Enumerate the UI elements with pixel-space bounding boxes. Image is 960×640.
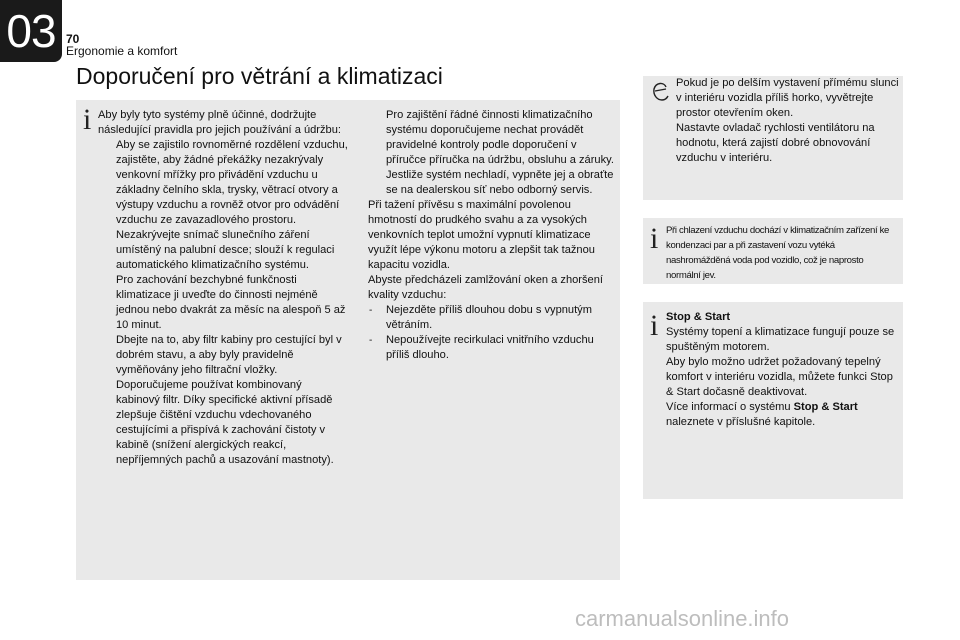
list-item <box>98 273 348 333</box>
fogging-text: Abyste předcházeli zamlžování oken a zhoršení kvality vzduchu: <box>368 274 603 301</box>
list-item <box>368 108 618 168</box>
section-name: Ergonomie a komfort <box>66 44 178 58</box>
stop-start-line: Aby bylo možno udržet požadovaný tepelný komfort v interiéru vozidla, můžete funkci Stop & Start dočasně deaktivovat. <box>666 356 893 398</box>
eco-tip-line: Pokud je po delším vystavení přímému slunci v interiéru vozidla příliš horko, vyvětrejte prostor otevřením oken. <box>676 77 899 119</box>
list-item-text: Pro zajištění řádné činnosti klimatizačního systému doporučujeme nechat provádět pravidelné kontroly podle doporučení v příručce příručka na údržbu, obsluhu a záruky. <box>386 109 614 166</box>
stop-start-line: Více informací o systému Stop & Start naleznete v příslušné kapitole. <box>666 401 858 428</box>
list-item-text: Pro zachování bezchybné funkčnosti klimatizace ji uveďte do činnosti nejméně jednou nebo dvakrát za měsíc na alespoň 5 až 10 minut. <box>116 274 346 331</box>
list-item-text: Nejezděte příliš dlouhou dobu s vypnutým větráním. <box>386 304 592 331</box>
stop-start-heading: Stop & Start <box>666 311 731 323</box>
eco-tip-text <box>676 76 900 166</box>
main-column-right <box>368 108 618 363</box>
list-item <box>98 333 348 468</box>
list-item <box>368 303 618 333</box>
bullet-list <box>368 108 618 198</box>
eco-tip-line: Nastavte ovladač rychlosti ventilátoru na hodnotu, která zajistí dobré obnovování vzduchu v interiéru. <box>676 122 875 164</box>
watermark: carmanualsonline.info <box>575 606 790 631</box>
eco-icon <box>650 78 670 104</box>
dash-icon: - <box>369 335 373 346</box>
list-item-text: Dbejte na to, aby filtr kabiny pro cestující byl v dobrém stavu, a aby byly pravidelně vyměňovány jeho filtrační vložky. Doporučujeme používat kombinovaný kabinový filtr. Díky specifické aktivní přísadě zlepšuje čištění vzduchu vdechovaného cestujícími a přispívá k zachování čistoty v kabině (snížení alergických reakcí, nepříjemných pachů a usazování mastnoty). <box>116 334 342 466</box>
list-item-text: Nezakrývejte snímač slunečního záření umístěný na palubní desce; slouží k regulaci automatického klimatizačního systému. <box>116 229 335 271</box>
list-item <box>368 333 618 363</box>
info-icon: i <box>650 222 659 255</box>
bullet-list <box>98 138 348 468</box>
towing-text: Při tažení přívěsu s maximální povolenou hmotností do prudkého svahu a za vysokých venkovních teplot umožní vypnutí klimatizace využít lépe výkonu motoru a zlepšit tak tažnou kapacitu vozidla. <box>368 199 595 271</box>
list-item <box>98 138 348 228</box>
page-title: Doporučení pro větrání a klimatizaci <box>76 63 443 89</box>
list-item <box>368 168 618 198</box>
list-item-text: Aby se zajistilo rovnoměrné rozdělení vzduchu, zajistěte, aby žádné překážky nezakrývaly venkovní mřížky pro přivádění vzduchu u základny čelního skla, trysky, větrací otvory a výstupy vzduchu a rovněž otvor pro odvádění vzduchu ze zavazadlového prostoru. <box>116 139 348 226</box>
list-item <box>98 228 348 273</box>
intro-text: Aby byly tyto systémy plně účinné, dodržujte následující pravidla pro jejich používání a údržbu: <box>98 109 341 136</box>
stop-start-line: Systémy topení a klimatizace fungují pouze se spuštěným motorem. <box>666 326 895 353</box>
page-number: 70 <box>66 32 80 46</box>
list-item-text: Jestliže systém nechladí, vypněte jej a obraťte se na dealerskou síť nebo odborný servis. <box>386 169 614 196</box>
info-icon: i <box>83 103 92 136</box>
condensation-text: Při chlazení vzduchu dochází v klimatizačním zařízení ke kondenzaci par a při zastavení vozu vytéká nashromážděná voda pod vozidlo, což je naprosto normální jev. <box>666 225 890 281</box>
info-icon: i <box>650 309 659 342</box>
chapter-tab: 03 <box>0 0 62 62</box>
stop-start-text <box>666 310 900 430</box>
main-column-left <box>98 108 348 468</box>
dash-icon: - <box>369 305 373 316</box>
list-item-text: Nepoužívejte recirkulaci vnitřního vzduchu příliš dlouho. <box>386 334 594 361</box>
dash-list <box>368 303 618 363</box>
